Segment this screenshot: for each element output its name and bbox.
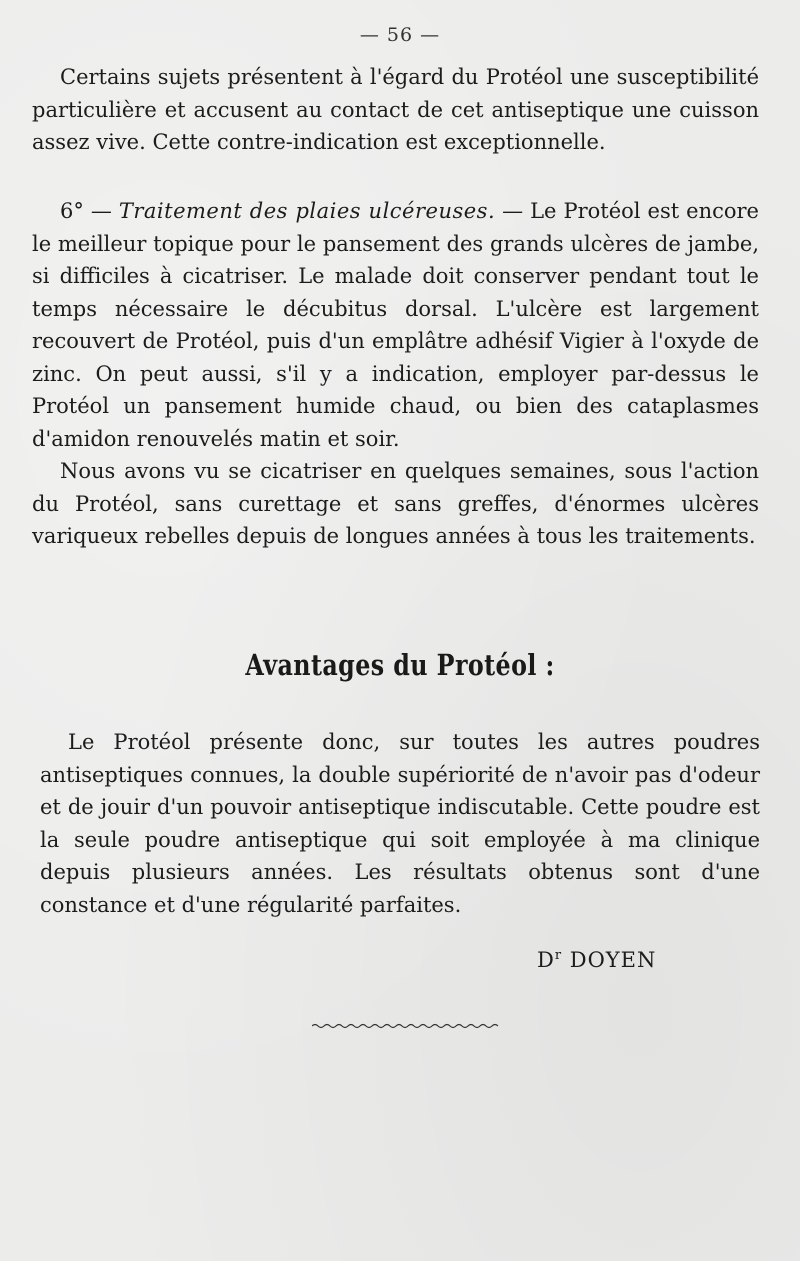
section-heading: Avantages du Protéol :	[245, 648, 555, 682]
section-title-italic: Traitement des plaies ulcéreuses.	[118, 199, 496, 223]
section-number: 6° —	[60, 199, 119, 223]
paragraph-ulcer-treatment	[32, 195, 759, 455]
signature	[537, 948, 656, 972]
signature-prefix: D	[537, 948, 555, 972]
paragraph-block-3	[40, 726, 760, 921]
signature-superscript: r	[554, 948, 563, 963]
decorative-wavy-rule	[312, 1022, 500, 1030]
signature-name: DOYEN	[562, 948, 657, 972]
paragraph-block-1	[32, 61, 759, 159]
paragraph-susceptibility: Certains sujets présentent à l'égard du Protéol une susceptibilité particulière et accusent au contact de cet antiseptique une cuisson assez vive. Cette contre-indication est exceptionnelle.	[32, 65, 759, 154]
paragraph-block-2	[32, 195, 759, 553]
paragraph-ulcer-text: — Le Protéol est encore le meilleur topique pour le pansement des grands ulcères de jambe, si difficiles à cicatriser. Le malade doit conserver pendant tout le temps nécessaire le décubitus dorsal. L'ulcère est largement recouvert de Protéol, puis d'un emplâtre adhésif Vigier à l'oxyde de zinc. On peut aussi, s'il y a indication, employer par-dessus le Protéol un pansement humide chaud, ou bien des cataplasmes d'amidon renouvelés matin et soir.	[32, 199, 759, 451]
paragraph-advantages: Le Protéol présente donc, sur toutes les autres poudres antiseptiques connues, la double supériorité de n'avoir pas d'odeur et de jouir d'un pouvoir antiseptique indiscutable. Cette poudre est la seule poudre antiseptique qui soit employée à ma clinique depuis plusieurs années. Les résultats obtenus sont d'une constance et d'une régularité parfaites.	[40, 730, 760, 917]
paragraph-healing-results: Nous avons vu se cicatriser en quelques semaines, sous l'action du Protéol, sans curettage et sans greffes, d'énormes ulcères variqueux rebelles depuis de longues années à tous les traitements.	[32, 459, 759, 548]
page-number: — 56 —	[359, 24, 441, 46]
